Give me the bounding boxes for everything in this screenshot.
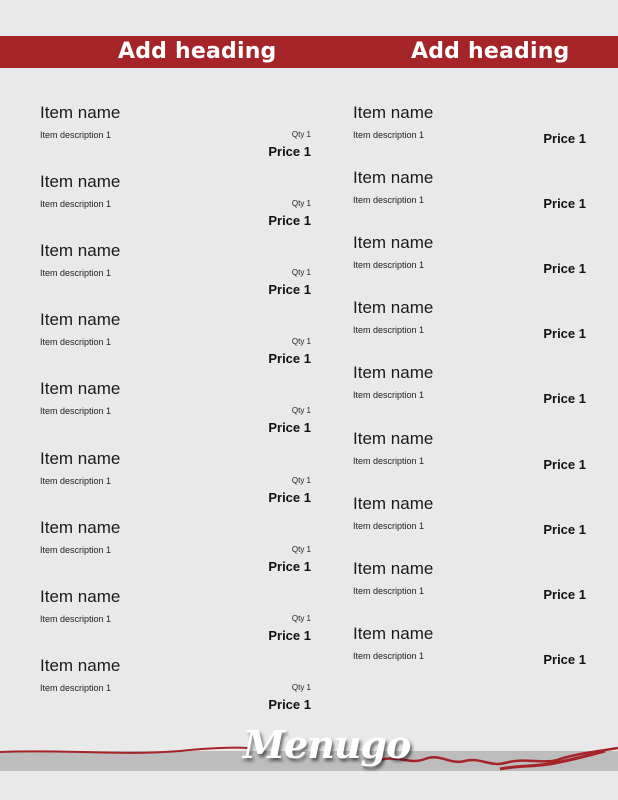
right-heading[interactable]: Add heading — [411, 39, 570, 64]
item-name: Item name — [353, 494, 434, 513]
item-price: Price 1 — [268, 697, 311, 712]
menu-item[interactable] — [353, 494, 586, 554]
menu-item[interactable] — [353, 168, 586, 228]
menu-item[interactable] — [353, 559, 586, 619]
item-name: Item name — [40, 172, 121, 191]
item-description: Item description 1 — [353, 651, 425, 661]
menu-item[interactable] — [353, 624, 586, 684]
item-description: Item description 1 — [40, 268, 112, 278]
item-description: Item description 1 — [353, 130, 425, 140]
item-price: Price 1 — [543, 131, 586, 146]
item-price: Price 1 — [268, 559, 311, 574]
menu-item[interactable] — [40, 310, 320, 370]
menu-item[interactable] — [40, 656, 320, 716]
menu-item[interactable] — [353, 233, 586, 293]
item-price: Price 1 — [543, 391, 586, 406]
menu-item[interactable] — [40, 103, 320, 163]
item-description: Item description 1 — [353, 325, 425, 335]
item-description: Item description 1 — [353, 195, 425, 205]
item-description: Item description 1 — [40, 337, 112, 347]
item-name: Item name — [40, 587, 121, 606]
menu-item[interactable] — [353, 298, 586, 358]
item-description: Item description 1 — [40, 614, 112, 624]
item-description: Item description 1 — [353, 586, 425, 596]
item-name: Item name — [353, 103, 434, 122]
item-price: Price 1 — [543, 522, 586, 537]
item-name: Item name — [353, 233, 434, 252]
item-qty: Qty 1 — [291, 614, 311, 623]
item-price: Price 1 — [268, 213, 311, 228]
item-qty: Qty 1 — [291, 683, 311, 692]
item-price: Price 1 — [268, 351, 311, 366]
menu-item[interactable] — [40, 379, 320, 439]
item-description: Item description 1 — [40, 545, 112, 555]
item-price: Price 1 — [268, 282, 311, 297]
item-description: Item description 1 — [40, 476, 112, 486]
item-description: Item description 1 — [353, 260, 425, 270]
item-price: Price 1 — [268, 420, 311, 435]
item-name: Item name — [40, 103, 121, 122]
item-qty: Qty 1 — [291, 545, 311, 554]
item-qty: Qty 1 — [291, 476, 311, 485]
item-description: Item description 1 — [353, 521, 425, 531]
menu-item[interactable] — [353, 363, 586, 423]
brush-stroke-left — [0, 748, 248, 753]
item-price: Price 1 — [543, 457, 586, 472]
item-description: Item description 1 — [40, 406, 112, 416]
item-price: Price 1 — [543, 652, 586, 667]
item-description: Item description 1 — [40, 130, 112, 140]
item-name: Item name — [40, 241, 121, 260]
item-price: Price 1 — [543, 196, 586, 211]
item-qty: Qty 1 — [291, 406, 311, 415]
item-qty: Qty 1 — [291, 130, 311, 139]
item-description: Item description 1 — [40, 199, 112, 209]
item-price: Price 1 — [543, 261, 586, 276]
item-name: Item name — [40, 379, 121, 398]
left-heading[interactable]: Add heading — [118, 39, 277, 64]
item-price: Price 1 — [268, 144, 311, 159]
header-bar — [0, 36, 618, 68]
item-name: Item name — [353, 363, 434, 382]
item-qty: Qty 1 — [291, 337, 311, 346]
menu-item[interactable] — [353, 429, 586, 489]
item-price: Price 1 — [543, 326, 586, 341]
item-price: Price 1 — [268, 490, 311, 505]
menu-item[interactable] — [353, 103, 586, 163]
item-price: Price 1 — [543, 587, 586, 602]
item-description: Item description 1 — [40, 683, 112, 693]
item-name: Item name — [353, 429, 434, 448]
menu-item[interactable] — [40, 172, 320, 232]
item-name: Item name — [353, 298, 434, 317]
item-name: Item name — [40, 310, 121, 329]
brand-logo: Menugo — [243, 722, 411, 767]
menu-item[interactable] — [40, 587, 320, 647]
item-name: Item name — [40, 449, 121, 468]
item-qty: Qty 1 — [291, 268, 311, 277]
item-name: Item name — [40, 656, 121, 675]
item-description: Item description 1 — [353, 390, 425, 400]
item-description: Item description 1 — [353, 456, 425, 466]
menu-item[interactable] — [40, 518, 320, 578]
item-price: Price 1 — [268, 628, 311, 643]
item-qty: Qty 1 — [291, 199, 311, 208]
item-name: Item name — [353, 168, 434, 187]
item-name: Item name — [40, 518, 121, 537]
item-name: Item name — [353, 624, 434, 643]
menu-item[interactable] — [40, 449, 320, 509]
menu-item[interactable] — [40, 241, 320, 301]
item-name: Item name — [353, 559, 434, 578]
